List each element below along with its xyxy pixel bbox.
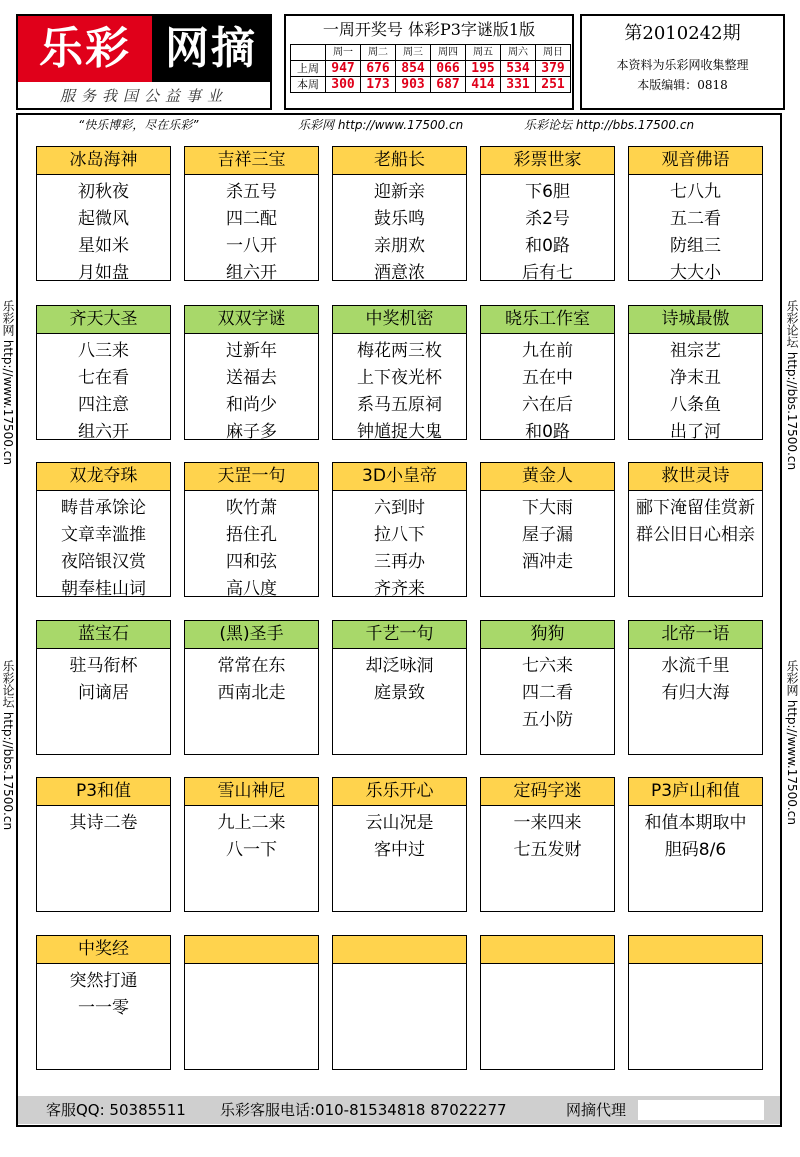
riddle-card-title: 中奖经 — [37, 936, 170, 964]
riddle-card-title: P3和值 — [37, 778, 170, 806]
riddle-line: 胆码8/6 — [664, 840, 727, 860]
riddle-line: 齐齐来 — [374, 579, 425, 599]
riddle-line: 祖宗艺 — [670, 341, 721, 361]
riddle-card-title: 狗狗 — [481, 621, 614, 649]
riddle-card-title: 乐乐开心 — [333, 778, 466, 806]
riddle-card-title: P3庐山和值 — [629, 778, 762, 806]
site-link-forum[interactable]: 乐彩论坛 http://bbs.17500.cn — [524, 118, 695, 132]
issue-editor: 本版编辑：0818 — [637, 78, 728, 92]
riddle-card — [332, 305, 467, 440]
riddle-card — [184, 777, 319, 912]
riddle-line: 一来四来 — [513, 813, 582, 833]
riddle-line: 鼓乐鸣 — [374, 209, 425, 229]
riddle-line: 净末丑 — [670, 368, 721, 388]
riddle-line: 畴昔承馀论 — [61, 498, 146, 518]
riddle-line: 八条鱼 — [670, 395, 721, 415]
day-header: 周日 — [536, 45, 571, 61]
riddle-card-title: 雪山神尼 — [185, 778, 318, 806]
results-title: 一周开奖号 体彩P3字谜版1版 — [322, 20, 536, 39]
riddle-card — [36, 777, 171, 912]
service-qq: 客服QQ: 50385511 — [46, 1101, 186, 1119]
riddle-card — [480, 777, 615, 912]
riddle-line: 突然打通 — [69, 971, 138, 991]
this-week-number: 903 — [396, 77, 431, 93]
riddle-card-title — [629, 936, 762, 964]
day-header: 周三 — [396, 45, 431, 61]
riddle-line: 七五发财 — [513, 840, 582, 860]
motto: “快乐博彩，尽在乐彩” — [78, 118, 199, 132]
riddle-line: 群公旧日心相亲 — [636, 525, 755, 545]
riddle-line: 和值本期取中 — [644, 813, 747, 833]
riddle-line: 星如米 — [78, 236, 129, 256]
riddle-card — [184, 620, 319, 755]
riddle-card-title: 吉祥三宝 — [185, 147, 318, 175]
this-week-number: 173 — [361, 77, 396, 93]
riddle-line: 七在看 — [78, 368, 129, 388]
riddle-line: 梅花两三枚 — [357, 341, 442, 361]
riddle-card — [184, 305, 319, 440]
riddle-card — [628, 305, 763, 440]
riddle-line: 送福去 — [226, 368, 277, 388]
riddle-card-title: 双双字谜 — [185, 306, 318, 334]
riddle-card-title: 观音佛语 — [629, 147, 762, 175]
riddle-card — [628, 620, 763, 755]
riddle-line: 拉八下 — [374, 525, 425, 545]
riddle-line: 杀2号 — [525, 209, 570, 229]
side-text-right-bottom[interactable]: 乐彩网 http://www.17500.cn — [785, 660, 799, 825]
riddle-line: 和0路 — [525, 422, 570, 442]
riddle-card-title: 晓乐工作室 — [481, 306, 614, 334]
riddle-line: 组六开 — [226, 263, 277, 283]
riddle-line: 迎新亲 — [374, 182, 425, 202]
logo-black-text: 网摘 — [152, 16, 270, 82]
last-week-number: 379 — [536, 61, 571, 77]
riddle-line: 客中过 — [374, 840, 425, 860]
last-week-number: 195 — [466, 61, 501, 77]
riddle-card — [480, 935, 615, 1070]
riddle-card-title — [185, 936, 318, 964]
riddle-card-title: 齐天大圣 — [37, 306, 170, 334]
riddle-card-title: 黄金人 — [481, 463, 614, 491]
riddle-card-title: 中奖机密 — [333, 306, 466, 334]
riddle-line: 朝奉桂山词 — [61, 579, 146, 599]
riddle-line: 六到时 — [374, 498, 425, 518]
info-bar — [18, 114, 780, 136]
day-header: 周五 — [466, 45, 501, 61]
riddle-card-title: 3D小皇帝 — [333, 463, 466, 491]
last-week-number: 676 — [361, 61, 396, 77]
riddle-line: 七六来 — [522, 656, 573, 676]
riddle-card-title: 天罡一句 — [185, 463, 318, 491]
agent-field — [638, 1100, 764, 1120]
riddle-line: 月如盘 — [78, 263, 129, 283]
agent-label: 网摘代理 — [566, 1101, 627, 1119]
riddle-card — [628, 777, 763, 912]
riddle-line: 郦下淹留佳赏新 — [636, 498, 755, 518]
day-header: 周六 — [501, 45, 536, 61]
riddle-line: 驻马衔杯 — [69, 656, 138, 676]
riddle-card — [480, 305, 615, 440]
last-week-number: 066 — [431, 61, 466, 77]
riddle-line: 四和弦 — [226, 552, 277, 572]
riddle-line: 常常在东 — [217, 656, 286, 676]
riddle-card — [184, 146, 319, 281]
riddle-line: 后有七 — [522, 263, 573, 283]
riddle-line: 八一下 — [226, 840, 277, 860]
riddle-card-title: (黑)圣手 — [185, 621, 318, 649]
riddle-line: 杀五号 — [226, 182, 277, 202]
riddle-card-title: 北帝一语 — [629, 621, 762, 649]
day-header: 周一 — [326, 45, 361, 61]
riddle-line: 高八度 — [226, 579, 277, 599]
riddle-line: 初秋夜 — [78, 182, 129, 202]
logo — [16, 14, 272, 110]
riddle-card-title: 救世灵诗 — [629, 463, 762, 491]
riddle-card-title — [481, 936, 614, 964]
riddle-line: 四注意 — [78, 395, 129, 415]
riddle-line: 庭景致 — [374, 683, 425, 703]
riddle-line: 吹竹萧 — [226, 498, 277, 518]
riddle-line: 钟馗捉大鬼 — [357, 422, 442, 442]
riddle-line: 水流千里 — [661, 656, 730, 676]
riddle-card-title: 定码字迷 — [481, 778, 614, 806]
riddle-line: 组六开 — [78, 422, 129, 442]
riddle-card — [36, 620, 171, 755]
riddle-line: 上下夜光杯 — [357, 368, 442, 388]
side-text-right-top[interactable]: 乐彩论坛 http://bbs.17500.cn — [785, 300, 799, 471]
riddle-line: 九上二来 — [217, 813, 286, 833]
last-week-number: 534 — [501, 61, 536, 77]
riddle-line: 捂住孔 — [226, 525, 277, 545]
side-text-left-bottom[interactable]: 乐彩论坛 http://bbs.17500.cn — [1, 660, 15, 831]
riddle-line: 有归大海 — [661, 683, 730, 703]
riddle-line: 三再办 — [374, 552, 425, 572]
last-week-number: 854 — [396, 61, 431, 77]
day-header: 周四 — [431, 45, 466, 61]
riddle-card — [480, 462, 615, 597]
riddle-line: 五在中 — [522, 368, 573, 388]
riddle-card-title: 彩票世家 — [481, 147, 614, 175]
issue-info — [580, 14, 785, 110]
riddle-card — [480, 146, 615, 281]
day-header: 周二 — [361, 45, 396, 61]
riddle-card-title: 冰岛海神 — [37, 147, 170, 175]
side-text-left-top[interactable]: 乐彩网 http://www.17500.cn — [1, 300, 15, 465]
riddle-line: 麻子多 — [226, 422, 277, 442]
riddle-card — [480, 620, 615, 755]
riddle-card-title: 双龙夺珠 — [37, 463, 170, 491]
riddle-card — [184, 462, 319, 597]
this-week-number: 687 — [431, 77, 466, 93]
riddle-card — [36, 146, 171, 281]
riddle-card-title: 老船长 — [333, 147, 466, 175]
riddle-line: 屋子漏 — [522, 525, 573, 545]
riddle-line: 其诗二卷 — [69, 813, 138, 833]
riddle-line: 过新年 — [226, 341, 277, 361]
riddle-line: 系马五原祠 — [357, 395, 442, 415]
riddle-card — [332, 146, 467, 281]
riddle-line: 五小防 — [522, 710, 573, 730]
footer — [18, 1096, 780, 1124]
riddle-line: 九在前 — [522, 341, 573, 361]
riddle-card-title — [333, 936, 466, 964]
site-link-main[interactable]: 乐彩网 http://www.17500.cn — [298, 118, 464, 132]
this-week-number: 331 — [501, 77, 536, 93]
riddle-line: 和尚少 — [226, 395, 277, 415]
riddle-card — [628, 462, 763, 597]
riddle-card-title: 千艺一句 — [333, 621, 466, 649]
riddle-line: 起微风 — [78, 209, 129, 229]
riddle-line: 八三来 — [78, 341, 129, 361]
riddle-line: 夜陪银汉赏 — [61, 552, 146, 572]
logo-red-text: 乐彩 — [18, 16, 152, 82]
riddle-card — [184, 935, 319, 1070]
riddle-line: 亲朋欢 — [374, 236, 425, 256]
service-phone: 乐彩客服电话:010-81534818 87022277 — [220, 1101, 507, 1119]
weekly-results — [284, 14, 574, 110]
riddle-line: 一八开 — [226, 236, 277, 256]
riddle-line: 六在后 — [522, 395, 573, 415]
riddle-line: 酒冲走 — [522, 552, 573, 572]
riddle-card — [332, 462, 467, 597]
issue-source: 本资料为乐彩网收集整理 — [616, 58, 749, 72]
riddle-card — [628, 935, 763, 1070]
riddle-line: 四二配 — [226, 209, 277, 229]
riddle-line: 和0路 — [525, 236, 570, 256]
riddle-card-title: 蓝宝石 — [37, 621, 170, 649]
this-week-number: 251 — [536, 77, 571, 93]
last-week-number: 947 — [326, 61, 361, 77]
results-table — [290, 44, 571, 93]
issue-number: 第2010242期 — [624, 23, 741, 44]
riddle-line: 问谪居 — [78, 683, 129, 703]
riddle-line: 却泛咏洞 — [365, 656, 434, 676]
riddle-card — [36, 935, 171, 1070]
riddle-line: 七八九 — [670, 182, 721, 202]
riddle-line: 下6胆 — [525, 182, 570, 202]
riddle-line: 一一零 — [78, 998, 129, 1018]
results-corner — [291, 45, 326, 61]
riddle-line: 文章幸滥推 — [61, 525, 146, 545]
riddle-line: 云山况是 — [365, 813, 434, 833]
this-week-number: 414 — [466, 77, 501, 93]
riddle-line: 西南北走 — [217, 683, 286, 703]
riddle-card — [332, 777, 467, 912]
riddle-line: 四二看 — [522, 683, 573, 703]
riddle-line: 大大小 — [670, 263, 721, 283]
riddle-line: 五二看 — [670, 209, 721, 229]
riddle-card — [36, 305, 171, 440]
riddle-card — [332, 620, 467, 755]
riddle-line: 防组三 — [670, 236, 721, 256]
this-week-label: 本周 — [291, 77, 326, 93]
riddle-card-title: 诗城最傲 — [629, 306, 762, 334]
riddle-card — [332, 935, 467, 1070]
riddle-line: 酒意浓 — [374, 263, 425, 283]
last-week-label: 上周 — [291, 61, 326, 77]
riddle-line: 出了河 — [670, 422, 721, 442]
slogan: 服务我国公益事业 — [59, 87, 228, 105]
riddle-card — [36, 462, 171, 597]
riddle-line: 下大雨 — [522, 498, 573, 518]
riddle-card — [628, 146, 763, 281]
this-week-number: 300 — [326, 77, 361, 93]
